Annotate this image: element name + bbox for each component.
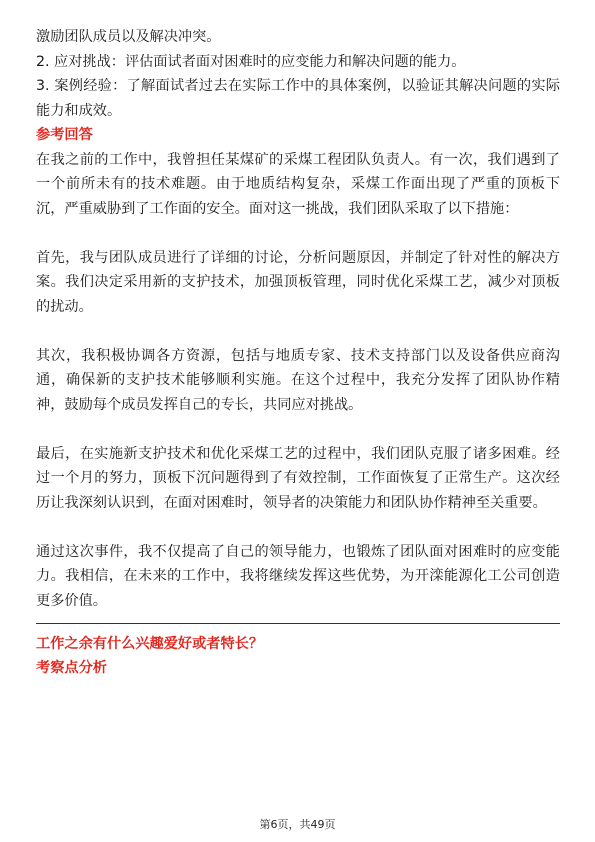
answer-paragraph-5: 通过这次事件，我不仅提高了自己的领导能力，也锻炼了团队面对困难时的应变能力。我相信，在未来的工作中，我将继续发挥这些优势，为开滦能源化工公司创造更多价值。 — [36, 543, 560, 609]
analysis-subheading: 考察点分析 — [36, 660, 107, 676]
page-content — [36, 25, 560, 680]
paragraph-gap — [36, 417, 560, 442]
intro-line-2: 2. 应对挑战：评估面试者面对困难时的应变能力和解决问题的能力。 — [36, 53, 466, 70]
paragraph-gap — [36, 319, 560, 344]
answer-heading: 参考回答 — [36, 127, 93, 143]
intro-line-3: 3. 案例经验：了解面试者过去在实际工作中的具体案例，以验证其解决问题的实际能力和成效。 — [36, 78, 560, 119]
answer-paragraph-1: 在我之前的工作中，我曾担任某煤矿的采煤工程团队负责人。有一次，我们遇到了一个前所未有的技术难题。由于地质结构复杂，采煤工作面出现了严重的顶板下沉，严重威胁到了工作面的安全。面对这一挑战，我们团队采取了以下措施： — [36, 151, 560, 217]
page-footer: 第6页，共49页 — [259, 818, 336, 831]
intro-line-1: 激励团队成员以及解决冲突。 — [36, 29, 221, 45]
answer-paragraph-2: 首先，我与团队成员进行了详细的讨论，分析问题原因，并制定了针对性的解决方案。我们决定采用新的支护技术，加强顶板管理，同时优化采煤工艺，减少对顶板的扰动。 — [36, 249, 560, 315]
section-divider — [36, 623, 560, 624]
next-question-heading: 工作之余有什么兴趣爱好或者特长？ — [36, 636, 264, 652]
paragraph-gap — [36, 515, 560, 540]
answer-paragraph-3: 其次，我积极协调各方资源，包括与地质专家、技术支持部门以及设备供应商沟通，确保新的支护技术能够顺利实施。在这个过程中，我充分发挥了团队协作精神，鼓励每个成员发挥自己的专长，共同应对挑战。 — [36, 347, 560, 413]
answer-paragraph-4: 最后，在实施新支护技术和优化采煤工艺的过程中，我们团队克服了诸多困难。经过一个月的努力，顶板下沉问题得到了有效控制，工作面恢复了正常生产。这次经历让我深刻认识到，在面对困难时，领导者的决策能力和团队协作精神至关重要。 — [36, 445, 560, 511]
paragraph-gap — [36, 221, 560, 246]
